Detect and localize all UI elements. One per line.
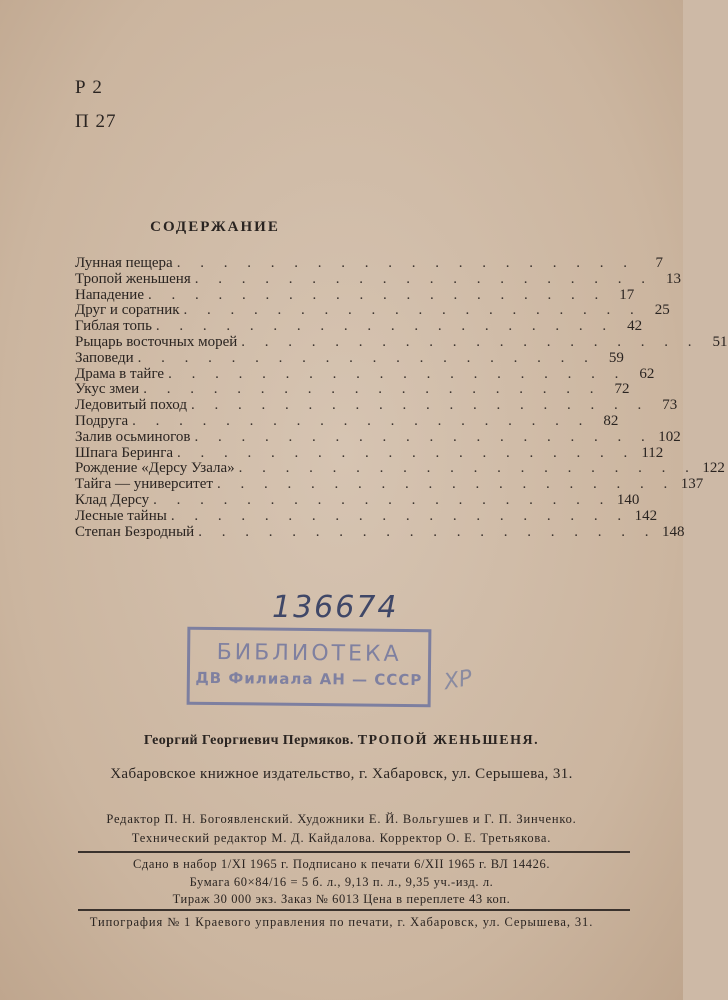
toc-leader-dots: . . . . . . . . . . . . . . . . . . . . [132, 412, 591, 429]
toc-entry-title: Лесные тайны [75, 507, 167, 524]
toc-leader-dots: . . . . . . . . . . . . . . . . . . . . [216, 476, 676, 493]
toc-leader-dots: . . . . . . . . . . . . . . . . . . . . [147, 286, 607, 303]
toc-entry-page: 62 [639, 365, 655, 382]
book-title: ТРОПОЙ ЖЕНЬШЕНЯ. [357, 733, 540, 748]
toc-entry-page: 13 [665, 270, 681, 287]
handwritten-inventory-number: 136674 [272, 590, 399, 625]
toc-entry [75, 460, 725, 477]
toc-entry-page: 59 [608, 349, 624, 366]
toc-entry-title: Клад Дерсу [75, 491, 150, 508]
toc-entry [75, 255, 663, 272]
toc-leader-dots: . . . . . . . . . . . . . . . . . . . . [238, 460, 697, 477]
toc-entry [75, 523, 685, 541]
toc-entry-page: 140 [616, 491, 640, 508]
toc-leader-dots: . . . . . . . . . . . . . . . . . . . . [194, 270, 653, 287]
toc-leader-dots: . . . . . . . . . . . . . . . . . . . . [155, 318, 615, 335]
toc-entry [75, 381, 630, 398]
toc-entry-title: Подруга [75, 412, 129, 429]
toc-entry-page: 148 [661, 523, 685, 540]
toc-entry [75, 428, 681, 446]
toc-entry-title: Лунная пещера [75, 255, 173, 271]
divider-top [78, 851, 630, 853]
toc-leader-dots: . . . . . . . . . . . . . . . . . . . . [177, 444, 636, 461]
tech-editor-line: Технический редактор М. Д. Кайдалова. Корректор О. Е. Третьякова. [131, 831, 552, 845]
toc-entry-title: Друг и соратник [75, 302, 180, 319]
imprint-block [0, 856, 683, 909]
classification-code-2: П 27 [75, 111, 117, 132]
toc-leader-dots: . . . . . . . . . . . . . . . . . . . . [176, 255, 635, 271]
author-name: Георгий Георгиевич Пермяков. [143, 733, 354, 748]
toc-entry-page: 82 [603, 412, 619, 429]
toc-leader-dots: . . . . . . . . . . . . . . . . . . . . [183, 302, 642, 319]
editors-block [0, 810, 683, 848]
toc-entry-title: Рождение «Дерсу Узала» [75, 460, 235, 477]
toc-entry-page: 7 [655, 255, 663, 271]
toc-leader-dots: . . . . . . . . . . . . . . . . . . . . [170, 507, 630, 524]
toc-entry [75, 318, 643, 335]
toc-leader-dots: . . . . . . . . . . . . . . . . . . . . [194, 428, 653, 445]
toc-entry [75, 302, 670, 319]
printer-line: Типография № 1 Краевого управления по печати, г. Хабаровск, ул. Серышева, 31. [89, 915, 594, 929]
toc-leader-dots: . . . . . . . . . . . . . . . . . . . . [137, 349, 596, 366]
toc-entry [75, 349, 624, 367]
divider-bottom [78, 909, 630, 911]
toc-entry-title: Драма в тайге [75, 365, 165, 382]
toc-entry-title: Укус змеи [75, 381, 140, 398]
editor-line: Редактор П. Н. Богоявленский. Художники Е. Й. Вольгушев и Г. П. Зинченко. [106, 812, 577, 826]
toc-entry-title: Нападение [75, 286, 144, 303]
toc-entry-page: 42 [627, 318, 643, 335]
toc-entry [75, 397, 678, 414]
toc-entry [75, 365, 655, 383]
toc-entry-page: 72 [614, 381, 630, 398]
toc-entry-page: 51 [712, 333, 728, 350]
imprint-line-3: Тираж 30 000 экз. Заказ № 6013 Цена в переплете 43 коп. [172, 892, 511, 906]
toc-entry-page: 142 [634, 507, 658, 524]
toc-entry [75, 507, 658, 525]
toc-entry-page: 122 [702, 460, 725, 477]
toc-entry-page: 112 [641, 444, 664, 461]
stamp-line-2: ДВ Филиала АН — СССР [195, 668, 423, 690]
toc-entry-title: Ледовитый поход [75, 397, 187, 414]
table-of-contents [75, 255, 728, 540]
toc-entry-page: 102 [658, 428, 681, 445]
toc-entry-page: 137 [680, 476, 704, 493]
stamp-line-1: БИБЛИОТЕКА [216, 640, 402, 667]
toc-entry [75, 444, 664, 462]
toc-entry-title: Тропой женьшеня [75, 270, 191, 287]
toc-entry [75, 333, 728, 351]
handwritten-note: ХР [442, 665, 475, 696]
toc-entry-title: Гиблая топь [75, 318, 152, 335]
toc-entry-title: Залив осьминогов [75, 428, 191, 445]
toc-entry-title: Шпага Беринга [75, 444, 174, 461]
toc-entry-page: 17 [619, 286, 635, 303]
library-stamp [187, 627, 432, 708]
toc-entry-page: 25 [654, 302, 670, 319]
toc-entry [75, 286, 635, 304]
author-title-line [0, 733, 683, 749]
toc-entry [75, 270, 681, 288]
toc-entry [75, 491, 640, 509]
classification-code-1: Р 2 [75, 77, 103, 98]
toc-entry-title: Тайга — университет [75, 476, 213, 493]
toc-entry [75, 412, 619, 430]
toc-entry-title: Рыцарь восточных морей [75, 333, 238, 350]
toc-leader-dots: . . . . . . . . . . . . . . . . . . . . [143, 381, 602, 398]
toc-entry-title: Степан Безродный [75, 523, 195, 540]
toc-leader-dots: . . . . . . . . . . . . . . . . . . . . [153, 491, 612, 508]
imprint-line-1: Сдано в набор 1/XI 1965 г. Подписано к печати 6/XII 1965 г. ВЛ 14426. [132, 857, 551, 871]
toc-heading: СОДЕРЖАНИЕ [150, 219, 280, 235]
toc-entry [75, 476, 704, 493]
toc-leader-dots: . . . . . . . . . . . . . . . . . . . . [190, 397, 650, 414]
toc-leader-dots: . . . . . . . . . . . . . . . . . . . . [241, 333, 700, 350]
toc-leader-dots: . . . . . . . . . . . . . . . . . . . . [168, 365, 627, 382]
toc-entry-title: Заповеди [75, 349, 134, 366]
publisher-line: Хабаровское книжное издательство, г. Хабаровск, ул. Серышева, 31. [110, 766, 573, 782]
toc-entry-page: 73 [662, 397, 678, 414]
imprint-line-2: Бумага 60×84/16 = 5 б. л., 9,13 п. л., 9,35 уч.-изд. л. [189, 874, 494, 889]
toc-leader-dots: . . . . . . . . . . . . . . . . . . . . [198, 523, 657, 540]
